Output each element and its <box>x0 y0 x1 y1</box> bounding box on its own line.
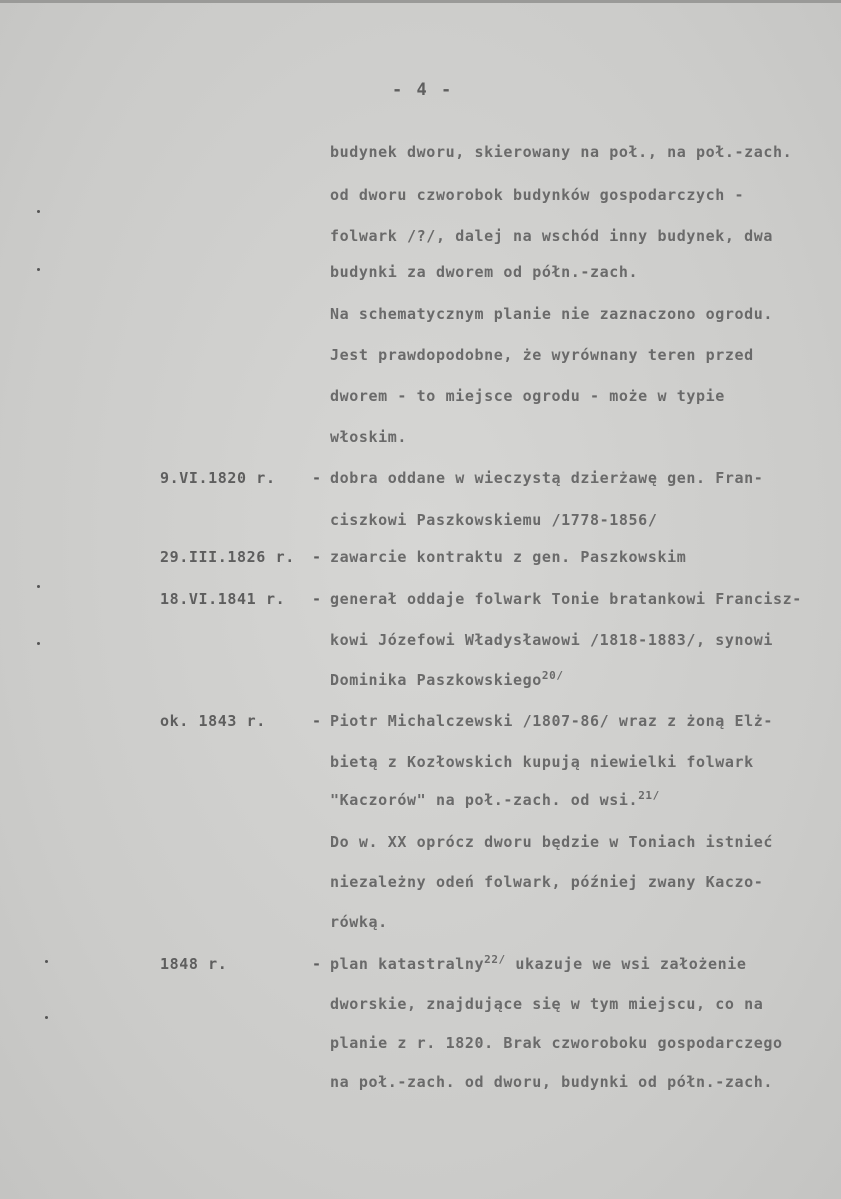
punch-hole <box>45 960 48 963</box>
entry-date: 9.VI.1820 r. <box>160 469 276 487</box>
text-segment: ukazuje we wsi założenie <box>505 955 747 973</box>
text-line: Jest prawdopodobne, że wyrównany teren przed <box>330 346 754 364</box>
footnote-ref: 21/ <box>638 789 660 802</box>
punch-hole <box>37 268 40 271</box>
entry-date: 29.III.1826 r. <box>160 548 295 566</box>
page-number: - 4 - <box>392 80 454 100</box>
entry-date: ok. 1843 r. <box>160 712 266 730</box>
entry-dash: - <box>312 590 322 608</box>
footnote-ref: 20/ <box>541 669 564 682</box>
text-line: bietą z Kozłowskich kupują niewielki folwark <box>330 753 754 771</box>
entry-dash: - <box>312 712 322 730</box>
text-segment: "Kaczorów" na poł.-zach. od wsi. <box>330 791 639 809</box>
text-segment: plan katastralny <box>330 955 485 973</box>
text-line <box>330 955 747 973</box>
entry-date: 1848 r. <box>160 955 228 973</box>
text-line: generał oddaje folwark Tonie bratankowi Francisz- <box>330 590 802 608</box>
footnote-ref: 22/ <box>484 953 506 966</box>
text-segment: Dominika Paszkowskiego <box>330 671 542 689</box>
text-line: Do w. XX oprócz dworu będzie w Toniach istnieć <box>330 833 774 851</box>
text-line: zawarcie kontraktu z gen. Paszkowskim <box>330 548 687 566</box>
text-line <box>330 791 660 809</box>
punch-hole <box>37 642 40 645</box>
text-line: folwark /?/, dalej na wschód inny budynek, dwa <box>330 227 774 245</box>
text-line: dobra oddane w wieczystą dzierżawę gen. Fran- <box>330 469 764 487</box>
punch-hole <box>37 585 40 588</box>
text-line: na poł.-zach. od dworu, budynki od półn.-zach. <box>330 1073 774 1091</box>
text-line: Na schematycznym planie nie zaznaczono ogrodu. <box>330 305 774 323</box>
text-line <box>330 671 564 689</box>
text-line: budynki za dworem od półn.-zach. <box>330 263 639 281</box>
text-line: rówką. <box>330 913 388 931</box>
text-line: kowi Józefowi Władysławowi /1818-1883/, synowi <box>330 631 774 649</box>
punch-hole <box>45 1016 48 1019</box>
entry-dash: - <box>312 955 322 973</box>
entry-dash: - <box>312 548 322 566</box>
text-line: budynek dworu, skierowany na poł., na poł.-zach. <box>330 143 793 161</box>
punch-hole <box>37 210 40 213</box>
text-line: od dworu czworobok budynków gospodarczych - <box>330 186 745 204</box>
text-line: planie z r. 1820. Brak czworoboku gospodarczego <box>330 1034 783 1052</box>
text-line: Piotr Michalczewski /1807-86/ wraz z żoną Elż- <box>330 712 774 730</box>
scan-edge <box>0 0 841 3</box>
entry-dash: - <box>312 469 322 487</box>
text-line: dworem - to miejsce ogrodu - może w typie <box>330 387 725 405</box>
text-line: dworskie, znajdujące się w tym miejscu, co na <box>330 995 764 1013</box>
text-line: niezależny odeń folwark, później zwany Kaczo- <box>330 873 764 891</box>
entry-date: 18.VI.1841 r. <box>160 590 286 608</box>
text-line: włoskim. <box>330 428 408 446</box>
text-line: ciszkowi Paszkowskiemu /1778-1856/ <box>330 511 658 529</box>
